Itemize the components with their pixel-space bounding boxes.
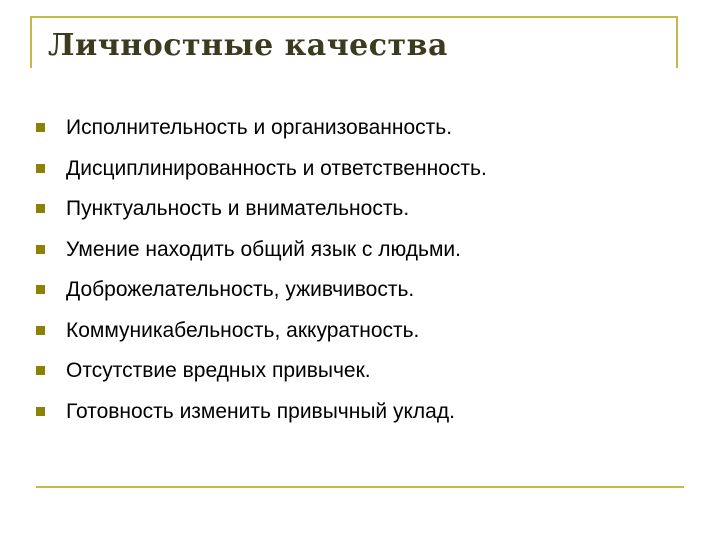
square-bullet-icon [36,407,45,416]
list-item [36,110,487,151]
list-item-text: Коммуникабельность, аккуратность. [66,318,420,342]
square-bullet-icon [36,123,45,132]
list-item-text: Доброжелательность, уживчивость. [66,278,415,301]
list-item [36,313,487,354]
top-rule [30,16,678,18]
square-bullet-icon [36,204,45,213]
list-item-text: Пунктуальность и внимательность. [66,197,410,220]
slide-title: Личностные качества [48,28,448,63]
bullet-list [36,110,487,434]
list-item [36,353,487,394]
square-bullet-icon [36,326,45,335]
list-item-text: Умение находить общий язык с людьми. [66,237,461,261]
square-bullet-icon [36,366,45,375]
list-item [36,394,487,435]
square-bullet-icon [36,245,45,254]
list-item [36,272,487,313]
list-item [36,151,487,192]
list-item [36,191,487,232]
list-item-text: Отсутствие вредных привычек. [66,359,371,382]
bottom-rule [36,486,684,488]
list-item-text: Исполнительность и организованность. [66,116,453,139]
left-rule [30,16,32,68]
list-item [36,232,487,273]
list-item-text: Дисциплинированность и ответственность. [66,156,487,180]
list-item-text: Готовность изменить привычный уклад. [66,399,455,423]
square-bullet-icon [36,164,45,173]
square-bullet-icon [36,285,45,294]
right-rule [676,16,678,68]
